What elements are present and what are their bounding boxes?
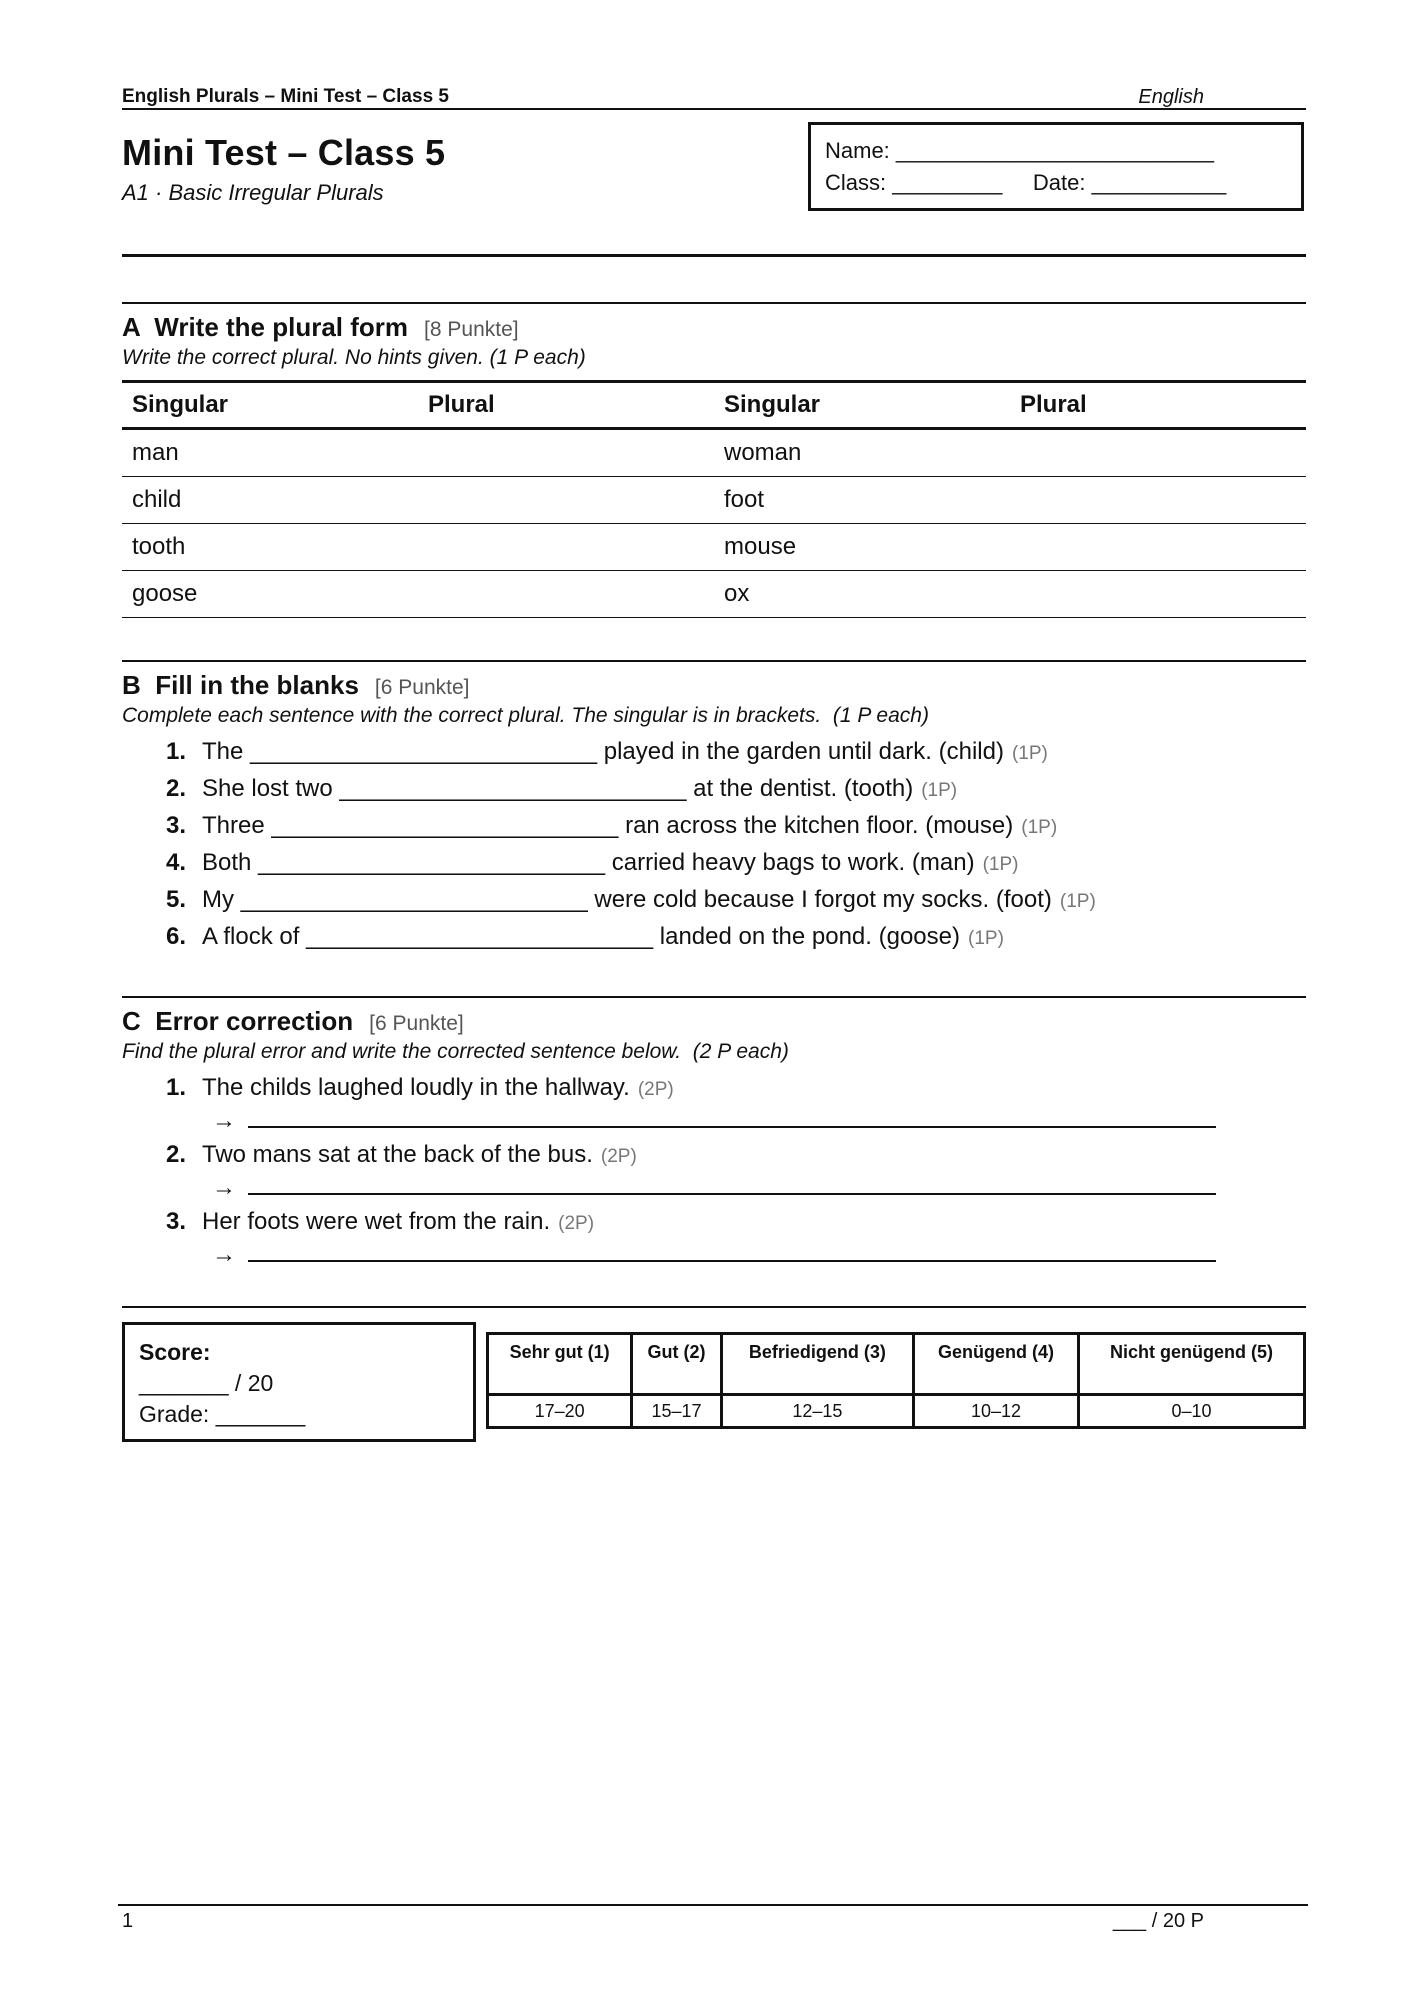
item-number: 3. [166,812,187,839]
grade-header-row [488,1334,1305,1395]
item-text[interactable]: A flock of __________________________ landed on the pond. (goose) [202,923,960,950]
page-number: 1 [122,1910,134,1932]
singular-cell: woman [714,429,1010,477]
name-field: Name: __________________________ [825,138,1215,163]
singular-cell: goose [122,571,418,618]
item-number: 5. [166,886,187,913]
section-a-points: [8 Punkte] [424,318,519,341]
column-header: Plural [1010,382,1306,429]
plural-answer-cell[interactable] [418,571,714,618]
singular-cell: man [122,429,418,477]
student-info-box [808,122,1304,211]
table-row [122,571,1306,618]
score-field[interactable]: _______ / 20 [139,1370,274,1396]
item-points: (1P) [1021,817,1058,838]
table-header-row [122,382,1306,429]
grade-range: 15–17 [632,1395,722,1428]
list-item [166,1074,674,1102]
item-text[interactable]: My __________________________ were cold because I forgot my socks. (foot) [202,886,1052,913]
section-c-title: C Error correction [122,1006,354,1036]
section-c-heading [122,1006,464,1037]
item-number: 1. [166,1074,187,1101]
section-b-heading [122,670,469,701]
item-text[interactable]: She lost two __________________________ at the dentist. (tooth) [202,775,914,802]
item-text[interactable]: Both __________________________ carried heavy bags to work. (man) [202,849,975,876]
grade-header: Gut (2) [632,1334,722,1395]
singular-cell: child [122,477,418,524]
list-item [166,775,957,803]
item-number: 2. [166,775,187,802]
list-item [166,738,1048,766]
column-header: Singular [122,382,418,429]
answer-blank[interactable] [248,1240,1216,1262]
column-header: Plural [418,382,714,429]
singular-cell: foot [714,477,1010,524]
table-row [122,477,1306,524]
singular-cell: mouse [714,524,1010,571]
running-header [122,86,1306,110]
plurals-table [122,380,1306,618]
item-points: (1P) [968,928,1004,949]
page-subtitle: A1 · Basic Irregular Plurals [122,180,384,205]
answer-line [212,1240,1216,1269]
section-c-instruction: Find the plural error and write the corrected sentence below. (2 P each) [122,1040,789,1063]
section-b-title: B Fill in the blanks [122,670,359,700]
table-row [122,429,1306,477]
title-divider [122,254,1306,257]
plural-answer-cell[interactable] [1010,524,1306,571]
answer-line [212,1173,1216,1202]
plural-answer-cell[interactable] [1010,477,1306,524]
answer-blank[interactable] [248,1173,1216,1195]
list-item [166,849,1018,877]
arrow-icon: → [212,1241,236,1268]
grade-header: Befriedigend (3) [721,1334,913,1395]
grade-range: 12–15 [721,1395,913,1428]
arrow-icon: → [212,1174,236,1201]
grade-range: 10–12 [914,1395,1079,1428]
plural-answer-cell[interactable] [1010,429,1306,477]
item-text: The childs laughed loudly in the hallway. [202,1074,630,1101]
answer-line [212,1106,1216,1135]
score-divider [122,1306,1306,1308]
item-text[interactable]: Three __________________________ ran across the kitchen floor. (mouse) [202,812,1014,839]
section-a-instruction: Write the correct plural. No hints given. (1 P each) [122,346,586,369]
singular-cell: ox [714,571,1010,618]
answer-blank[interactable] [248,1106,1216,1128]
class-date-field: Class: _________ Date: ___________ [825,170,1227,195]
header-title: English Plurals – Mini Test – Class 5 [122,86,449,107]
item-number: 6. [166,923,187,950]
grade-range: 0–10 [1078,1395,1304,1428]
section-a-title: A Write the plural form [122,312,409,342]
plural-answer-cell[interactable] [1010,571,1306,618]
list-item [166,812,1057,840]
plural-answer-cell[interactable] [418,429,714,477]
item-number: 3. [166,1208,187,1235]
section-c-divider [122,996,1306,998]
grade-header: Sehr gut (1) [488,1334,632,1395]
item-points: (1P) [1059,891,1096,912]
grade-header: Nicht genügend (5) [1078,1334,1304,1395]
section-b-divider [122,660,1306,662]
grade-field[interactable]: Grade: _______ [139,1401,306,1427]
item-text[interactable]: The __________________________ played in the garden until dark. (child) [202,738,1004,765]
grade-range: 17–20 [488,1395,632,1428]
section-b-instruction: Complete each sentence with the correct plural. The singular is in brackets. (1 P each) [122,704,929,727]
plural-answer-cell[interactable] [418,477,714,524]
arrow-icon: → [212,1107,236,1134]
item-number: 1. [166,738,187,765]
section-a-heading [122,312,519,343]
footer-points: ___ / 20 P [1112,1910,1204,1932]
item-points: (1P) [1011,743,1048,764]
footer-divider [118,1904,1308,1906]
item-points: (1P) [982,854,1019,875]
plural-answer-cell[interactable] [418,524,714,571]
list-item [166,1208,594,1236]
item-number: 4. [166,849,187,876]
section-c-points: [6 Punkte] [369,1012,464,1035]
table-row [122,524,1306,571]
score-label: Score: [139,1339,211,1365]
column-header: Singular [714,382,1010,429]
header-subject: English [1138,86,1204,108]
score-box [122,1322,476,1442]
grading-scale-table [486,1332,1306,1429]
singular-cell: tooth [122,524,418,571]
list-item [166,886,1096,914]
item-text: Her foots were wet from the rain. [202,1208,551,1235]
section-a-divider [122,302,1306,304]
grade-range-row [488,1395,1305,1428]
item-points: (1P) [921,780,958,801]
section-b-points: [6 Punkte] [374,676,470,699]
item-number: 2. [166,1141,187,1168]
list-item [166,1141,637,1169]
item-text: Two mans sat at the back of the bus. [202,1141,593,1168]
item-points: (2P) [600,1146,637,1167]
list-item [166,923,1004,951]
item-points: (2P) [558,1213,595,1234]
grade-header: Genügend (4) [914,1334,1079,1395]
item-points: (2P) [637,1079,674,1100]
page-title: Mini Test – Class 5 [122,132,446,173]
